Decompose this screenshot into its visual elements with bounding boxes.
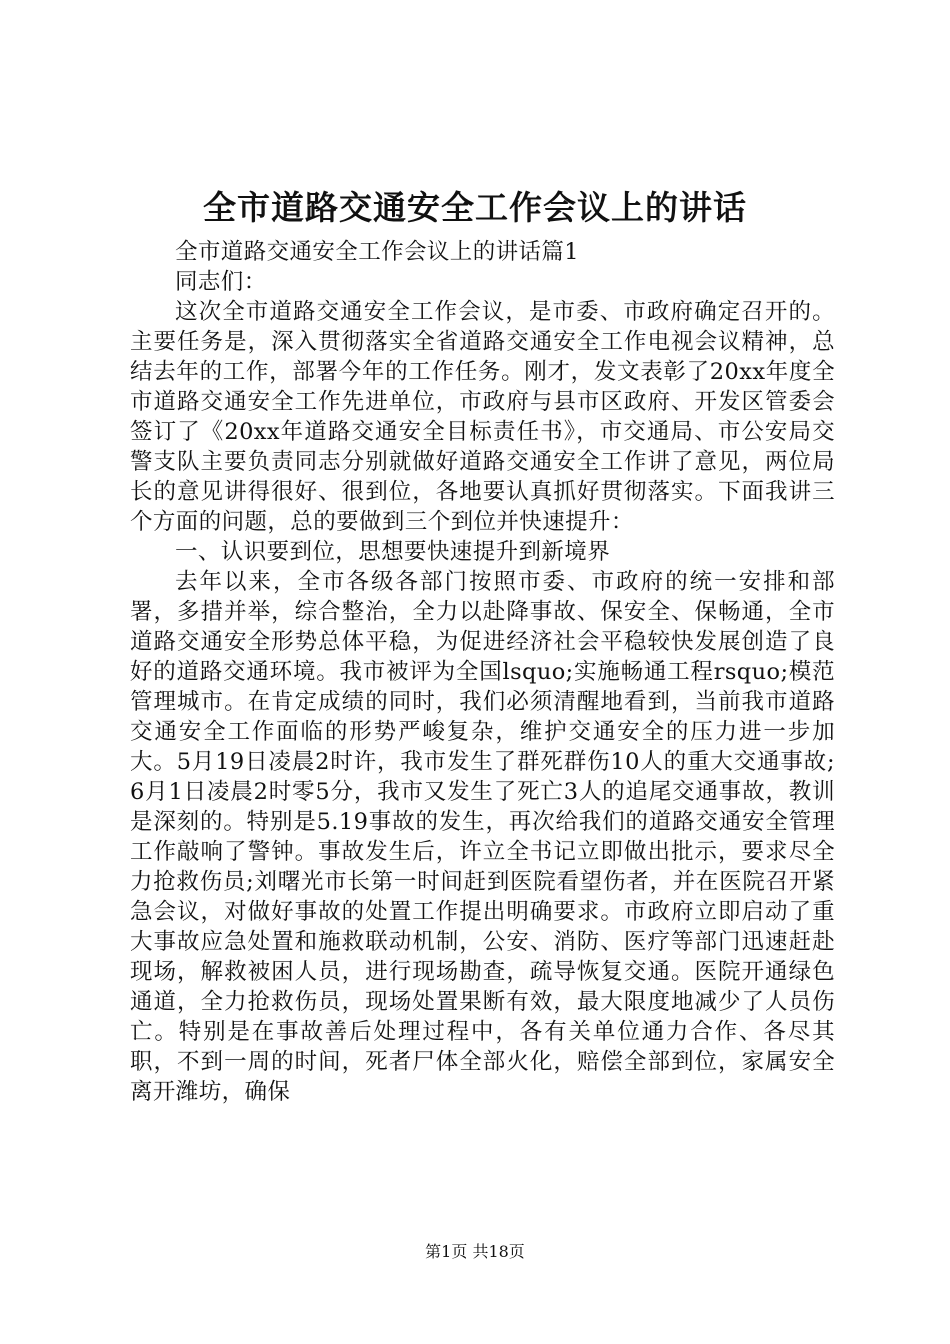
paragraph: 去年以来，全市各级各部门按照市委、市政府的统一安排和部署，多措并举，综合整治，全力以赴降事故、保安全、保畅通，全市道路交通安全形势总体平稳，为促进经济社会平稳较快发展创造了良好的道路交通环境。我市被评为全国lsquo;实施畅通工程rsquo;模范管理城市。在肯定成绩的同时，我们必须清醒地看到，当前我市道路交通安全工作面临的形势严峻复杂，维护交通安全的压力进一步加大。5月19日凌晨2时许，我市发生了群死群伤10人的重大交通事故;6月1日凌晨2时零5分，我市又发生了死亡3人的追尾交通事故，教训是深刻的。特别是5.19事故的发生，再次给我们的道路交通安全管理工作敲响了警钟。事故发生后，许立全书记立即做出批示，要求尽全力抢救伤员;刘曙光市长第一时间赶到医院看望伤者，并在医院召开紧急会议，对做好事故的处置工作提出明确要求。市政府立即启动了重大事故应急处置和施救联动机制，公安、消防、医疗等部门迅速赶赴现场，解救被困人员，进行现场勘查，疏导恢复交通。医院开通绿色通道，全力抢救伤员，现场处置果断有效，最大限度地减少了人员伤亡。特别是在事故善后处理过程中，各有关单位通力合作、各尽其职，不到一周的时间，死者尸体全部火化，赔偿全部到位，家属安全离开潍坊，确保: [130, 569, 835, 1105]
paragraph: 这次全市道路交通安全工作会议，是市委、市政府确定召开的。主要任务是，深入贯彻落实全省道路交通安全工作电视会议精神，总结去年的工作，部署今年的工作任务。刚才，发文表彰了20xx年度全市道路交通安全工作先进单位，市政府与县市区政府、开发区管委会签订了《20xx年道路交通安全目标责任书》，市交通局、市公安局交警支队主要负责同志分别就做好道路交通安全工作讲了意见，两位局长的意见讲得很好、很到位，各地要认真抓好贯彻落实。下面我讲三个方面的问题，总的要做到三个到位并快速提升：: [130, 299, 835, 535]
section-heading: 全市道路交通安全工作会议上的讲话篇1: [175, 239, 580, 265]
document-body: [130, 237, 835, 1107]
salutation: 同志们：: [175, 269, 267, 295]
subheading: 一、认识要到位，思想要快速提升到新境界: [175, 539, 611, 565]
page-footer: 第1页 共18页: [425, 1242, 525, 1261]
document-title: 全市道路交通安全工作会议上的讲话: [203, 188, 747, 227]
